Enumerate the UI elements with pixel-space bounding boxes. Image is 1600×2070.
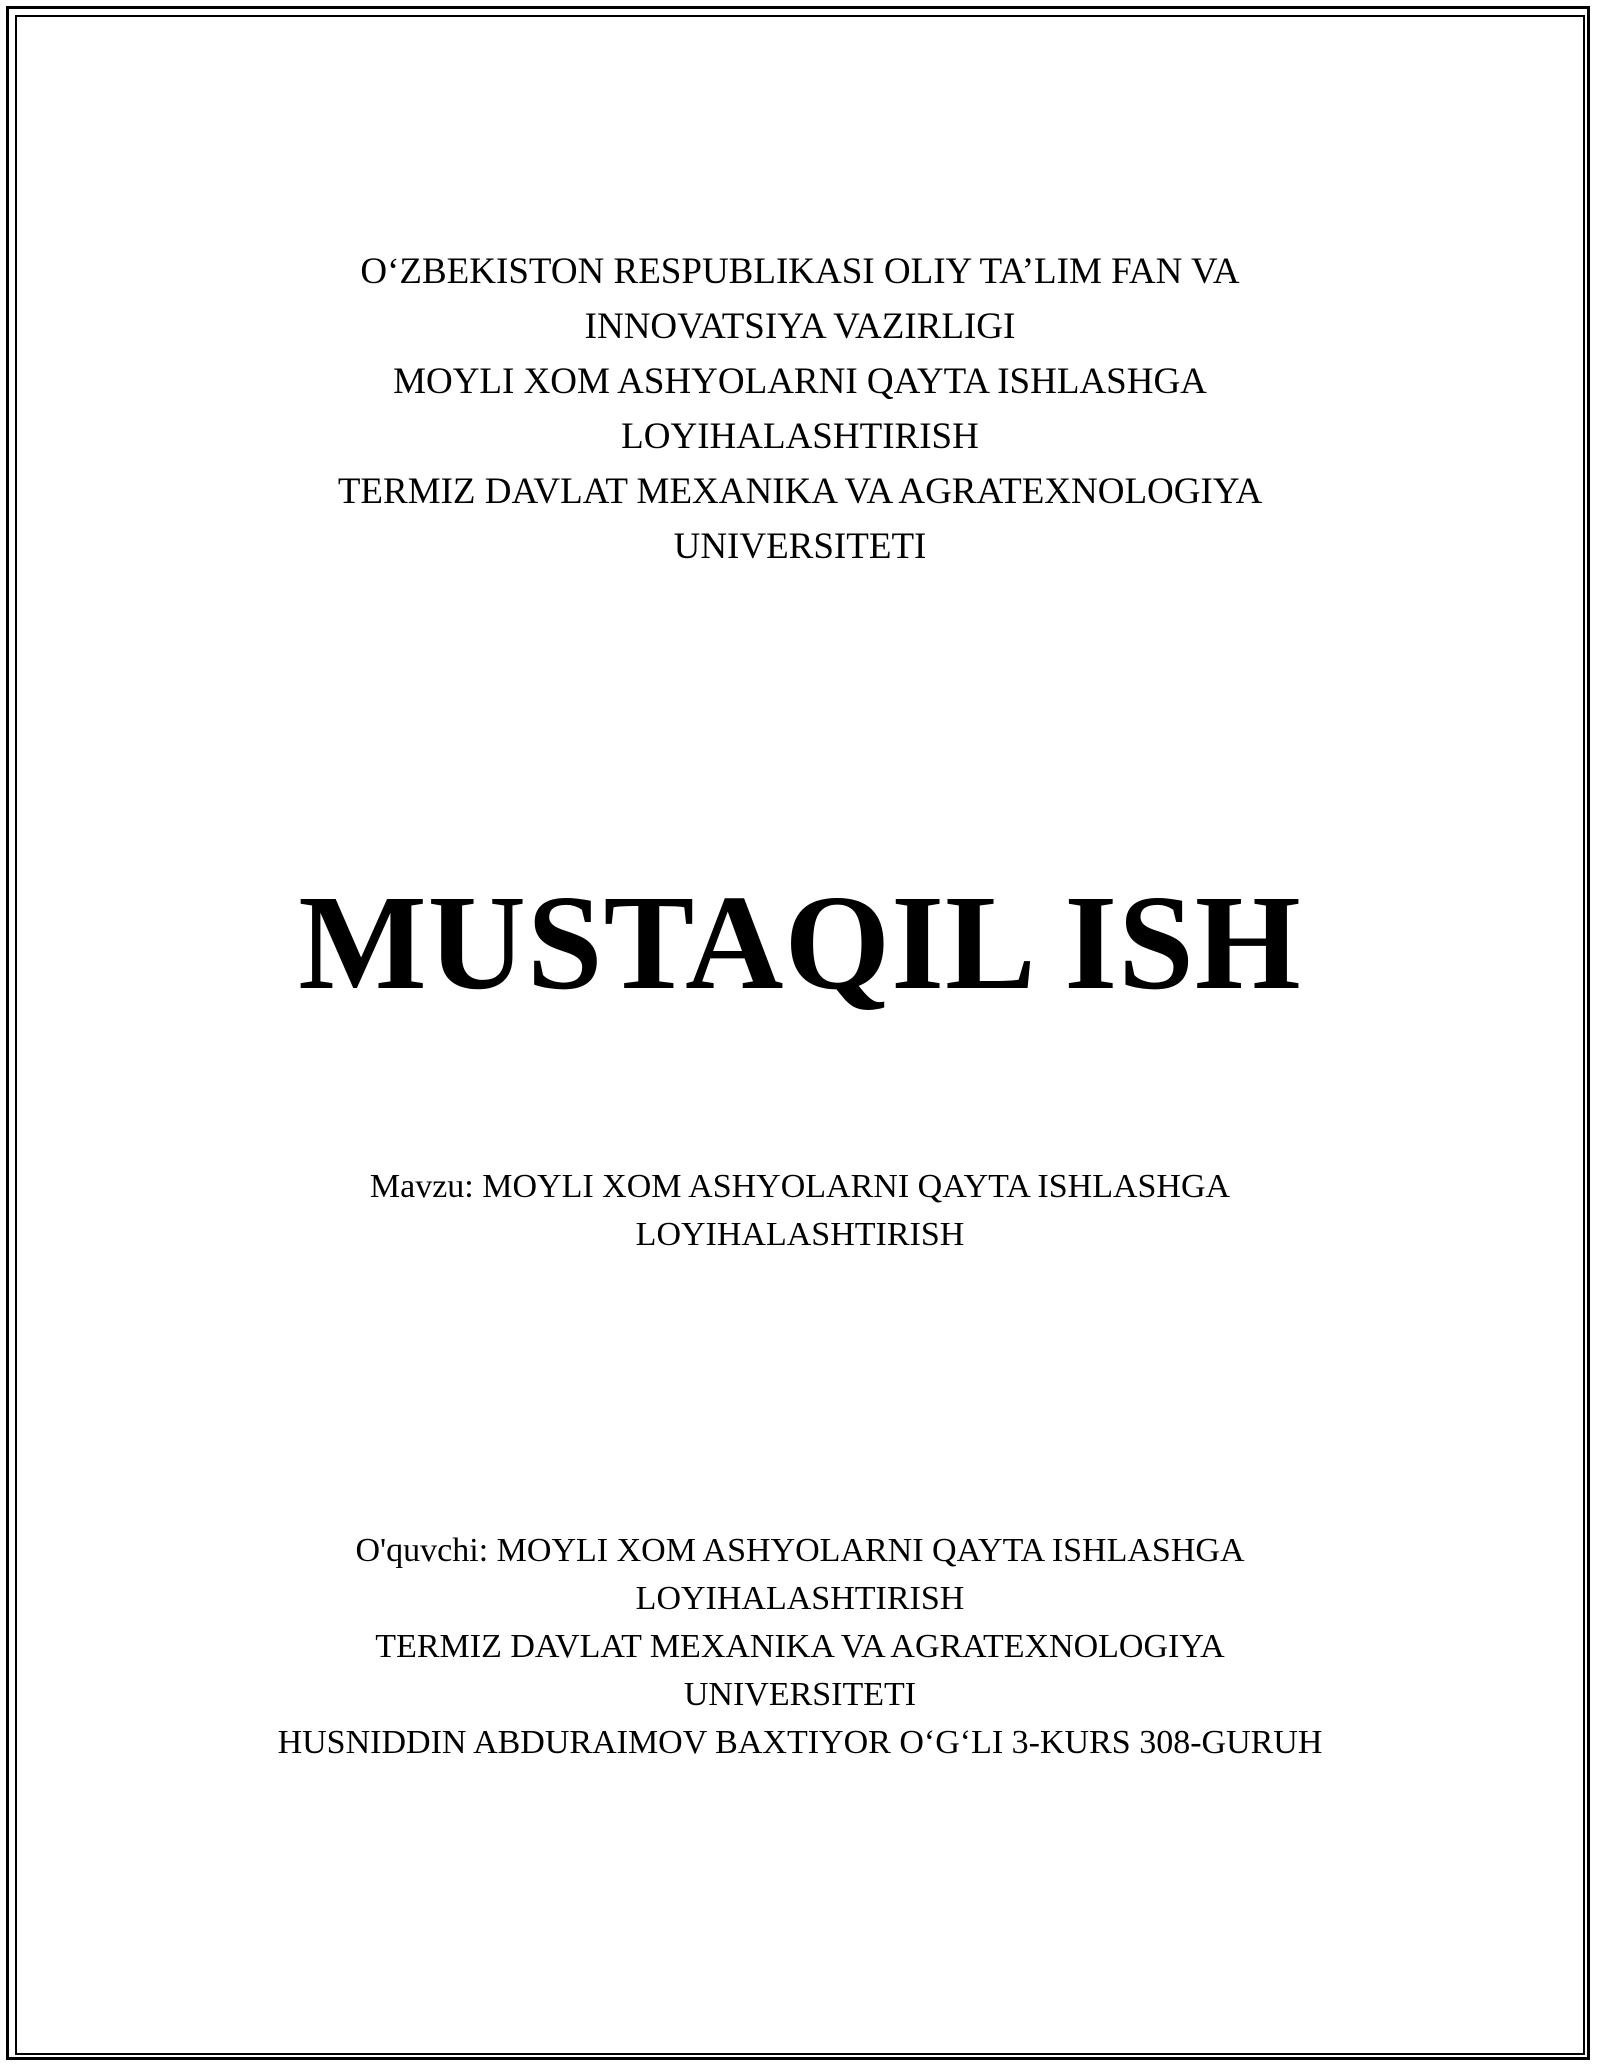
- header-line-5: TERMIZ DAVLAT MEXANIKA VA AGRATEXNOLOGIYA: [337, 471, 1263, 512]
- student-line-4: UNIVERSITETI: [683, 1676, 917, 1713]
- header-line-6: UNIVERSITETI: [673, 526, 927, 567]
- document-title: MUSTAQIL ISH: [298, 868, 1302, 1018]
- header-line-2: INNOVATSIYA VAZIRLIGI: [584, 306, 1016, 347]
- student-line-1: O'quvchi: MOYLI XOM ASHYOLARNI QAYTA ISHLASHGA: [355, 1532, 1245, 1569]
- student-line-5: HUSNIDDIN ABDURAIMOV BAXTIYOR O‘G‘LI 3-KURS 308-GURUH: [277, 1724, 1323, 1761]
- topic-line-2: LOYIHALASHTIRISH: [635, 1216, 965, 1253]
- student-block: [0, 1527, 1600, 1767]
- student-line-3: TERMIZ DAVLAT MEXANIKA VA AGRATEXNOLOGIYA: [375, 1628, 1225, 1665]
- topic-block: [0, 1163, 1600, 1259]
- header-line-1: O‘ZBEKISTON RESPUBLIKASI OLIY TA’LIM FAN VA: [360, 251, 1240, 292]
- topic-line-1: Mavzu: MOYLI XOM ASHYOLARNI QAYTA ISHLASHGA: [369, 1168, 1231, 1205]
- header-line-3: MOYLI XOM ASHYOLARNI QAYTA ISHLASHGA: [393, 361, 1207, 402]
- header-line-4: LOYIHALASHTIRISH: [621, 416, 979, 457]
- ministry-header: [0, 244, 1600, 574]
- student-line-2: LOYIHALASHTIRISH: [635, 1580, 965, 1617]
